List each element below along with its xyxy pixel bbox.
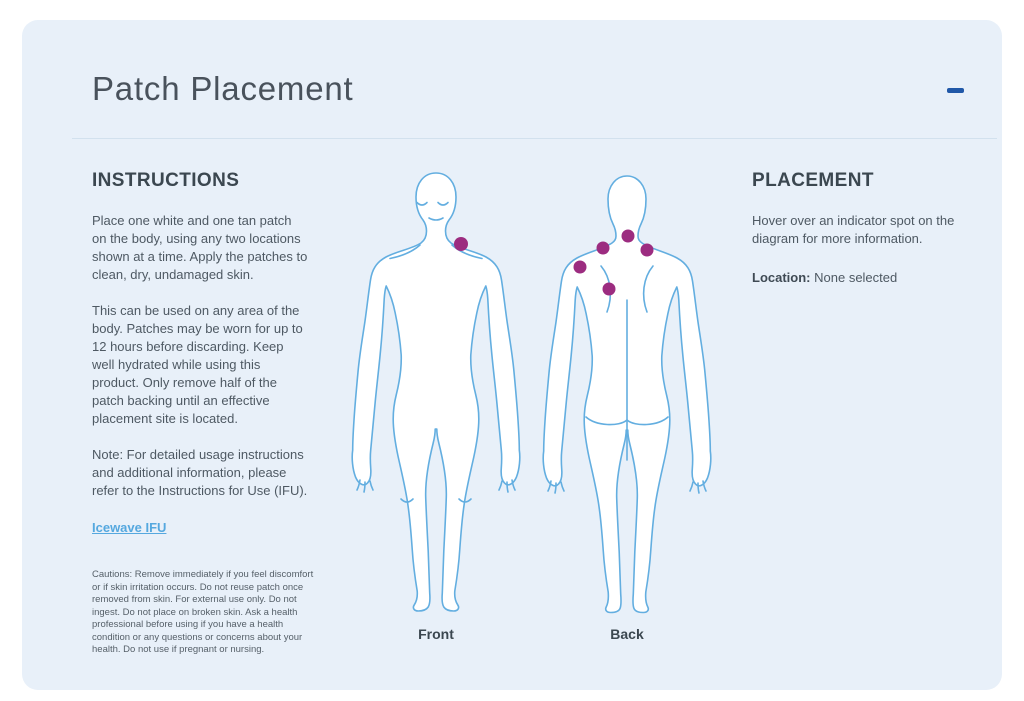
location-value: None selected xyxy=(814,270,898,285)
front-spot-layer xyxy=(454,237,468,251)
instructions-paragraph: Place one white and one tan patch on the body, using any two locations shown at a time. Apply the patches to clean, dry, undamaged skin. xyxy=(92,213,308,282)
back-figure-label: Back xyxy=(610,626,644,642)
header-divider xyxy=(72,138,997,139)
instructions-section xyxy=(92,170,314,657)
placement-spot[interactable] xyxy=(454,237,468,251)
instructions-note: Note: For detailed usage instructions and additional information, please refer to the Instructions for Use (IFU). xyxy=(92,447,308,498)
placement-hint: Hover over an indicator spot on the diagram for more information. xyxy=(752,213,955,246)
back-right-fingers xyxy=(690,481,706,493)
placement-spot[interactable] xyxy=(641,244,654,257)
collapse-button[interactable] xyxy=(941,78,969,102)
icewave-ifu-link[interactable]: Icewave IFU xyxy=(92,520,167,535)
front-body-outline xyxy=(352,173,520,611)
placement-section xyxy=(752,170,974,285)
front-figure-label: Front xyxy=(418,626,454,642)
instructions-paragraph: This can be used on any area of the body. Patches may be worn for up to 12 hours before discarding. Keep well hydrated while using this product. Only remove half of the patch backing until an effective placement site is located. xyxy=(92,303,303,426)
patch-placement-panel xyxy=(22,20,1002,690)
back-body-diagram xyxy=(541,170,713,614)
placement-spot[interactable] xyxy=(597,242,610,255)
placement-spot[interactable] xyxy=(574,261,587,274)
front-body-diagram xyxy=(350,168,522,614)
minus-icon xyxy=(947,88,964,93)
location-line xyxy=(752,270,974,285)
front-right-fingers xyxy=(499,480,515,492)
front-left-fingers xyxy=(357,480,373,492)
placement-spot[interactable] xyxy=(622,230,635,243)
placement-spot[interactable] xyxy=(603,283,616,296)
page-title: Patch Placement xyxy=(92,70,354,107)
placement-heading: PLACEMENT xyxy=(752,170,874,191)
location-label: Location: xyxy=(752,270,811,285)
instructions-heading: INSTRUCTIONS xyxy=(92,170,240,191)
cautions-text: Cautions: Remove immediately if you feel discomfort or if skin irritation occurs. Do not reuse patch once removed from skin. For external use only. Do not ingest. Do not place on broken skin. Ask a health professional before using if you have a health condition or any questions or concerns about your health. Do not use if pregnant or nursing. xyxy=(92,569,314,655)
back-left-fingers xyxy=(548,481,564,493)
